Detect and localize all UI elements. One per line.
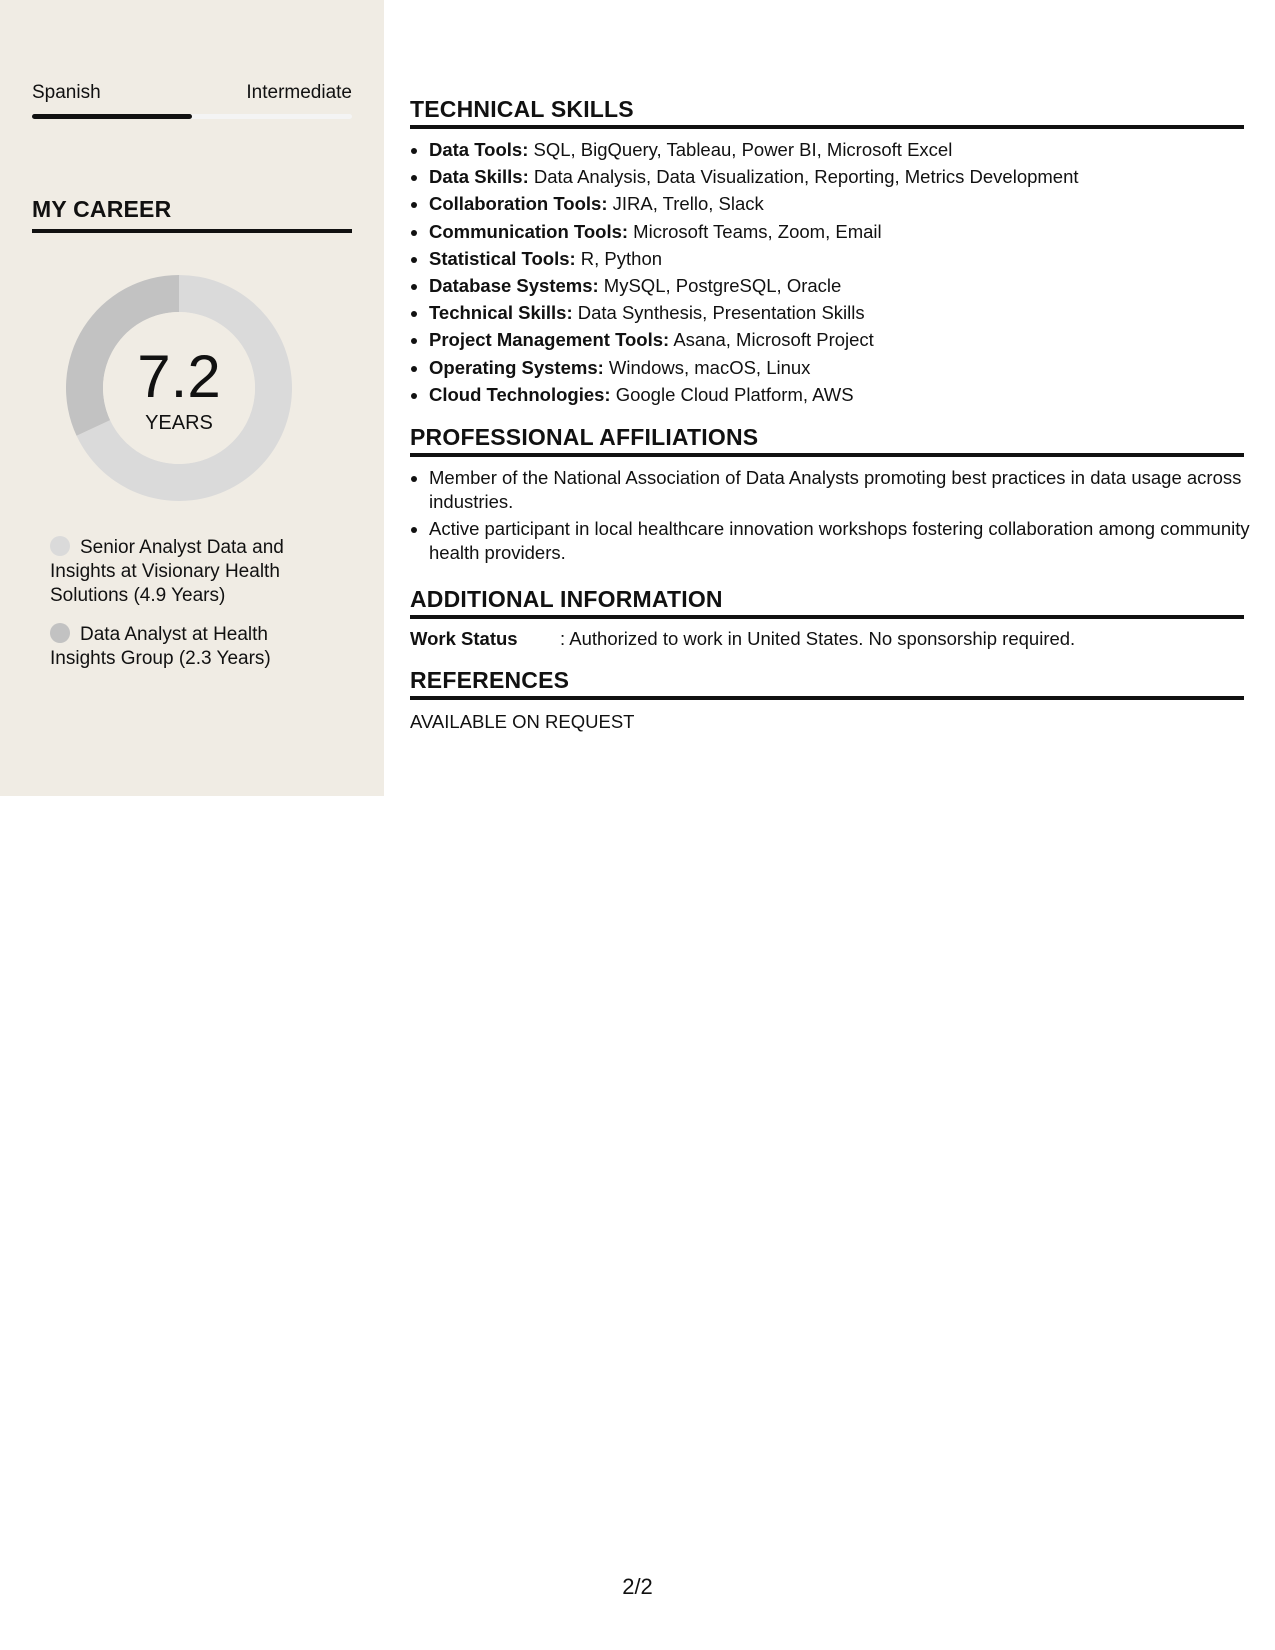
skill-values: Microsoft Teams, Zoom, Email [628, 220, 882, 242]
work-status-label: Work Status [410, 628, 518, 649]
skill-values: Data Analysis, Data Visualization, Reporting, Metrics Development [528, 166, 1079, 188]
skill-item [429, 326, 1263, 353]
work-status-row [410, 627, 1244, 651]
career-legend-label: Senior Analyst Data and Insights at Visionary Health Solutions (4.9 Years) [50, 537, 284, 606]
skill-category: Project Management Tools: [429, 329, 670, 351]
legend-dot-icon [50, 623, 70, 643]
language-level: Intermediate [246, 82, 352, 103]
skill-category: Statistical Tools: [429, 247, 576, 269]
technical-skills-title: TECHNICAL SKILLS [410, 96, 1244, 129]
skill-item [429, 381, 1263, 408]
skill-item [429, 354, 1263, 381]
language-proficiency-fill [32, 114, 192, 119]
skill-values: Google Cloud Platform, AWS [610, 383, 854, 405]
skill-values: Asana, Microsoft Project [669, 329, 874, 351]
skill-item [429, 299, 1263, 326]
career-legend [50, 536, 320, 686]
skill-item [429, 190, 1263, 217]
skill-category: Cloud Technologies: [429, 383, 611, 405]
sidebar [0, 0, 384, 796]
skill-item [429, 218, 1263, 245]
skill-values: Windows, macOS, Linux [603, 356, 811, 378]
skill-category: Collaboration Tools: [429, 193, 608, 215]
page-number: 2/2 [622, 1574, 653, 1599]
career-legend-label: Data Analyst at Health Insights Group (2.3 Years) [50, 624, 271, 669]
skill-values: R, Python [575, 247, 663, 269]
affiliations-list [410, 466, 1263, 568]
references-text: AVAILABLE ON REQUEST [410, 711, 635, 732]
career-legend-item [50, 623, 320, 671]
language-proficiency-bar [32, 114, 352, 119]
skill-item [429, 163, 1263, 190]
skill-item [429, 272, 1263, 299]
skill-item [429, 136, 1263, 163]
career-donut-chart [66, 275, 292, 501]
work-status-value: : Authorized to work in United States. No sponsorship required. [560, 628, 1076, 649]
skill-item [429, 245, 1263, 272]
skill-category: Data Tools: [429, 139, 529, 160]
legend-dot-icon [50, 536, 70, 556]
skill-values: Data Synthesis, Presentation Skills [572, 302, 865, 324]
skill-category: Communication Tools: [429, 220, 629, 242]
affiliation-item: • Member of the National Association of Data Analysts promoting best practices in data usage across industries. [429, 466, 1263, 514]
skill-category: Database Systems: [429, 275, 599, 297]
skill-category: Data Skills: [429, 166, 529, 188]
career-total-unit: YEARS [145, 412, 213, 434]
affiliations-title: PROFESSIONAL AFFILIATIONS [410, 424, 1244, 457]
skill-values: MySQL, PostgreSQL, Oracle [598, 275, 842, 297]
skill-values: JIRA, Trello, Slack [607, 193, 764, 215]
skill-category: Technical Skills: [429, 302, 573, 324]
skill-category: Operating Systems: [429, 356, 604, 378]
career-total-years: 7.2 [137, 343, 221, 410]
language-name: Spanish [32, 82, 101, 103]
career-section-title: MY CAREER [32, 196, 352, 233]
career-legend-item [50, 536, 320, 608]
affiliation-item: • Active participant in local healthcare innovation workshops fostering collaboration among community health providers. [429, 517, 1263, 565]
skill-values: SQL, BigQuery, Tableau, Power BI, Microsoft Excel [528, 139, 953, 160]
technical-skills-list [410, 136, 1263, 408]
additional-info-title: ADDITIONAL INFORMATION [410, 586, 1244, 619]
language-row [32, 82, 352, 106]
references-title: REFERENCES [410, 667, 1244, 700]
